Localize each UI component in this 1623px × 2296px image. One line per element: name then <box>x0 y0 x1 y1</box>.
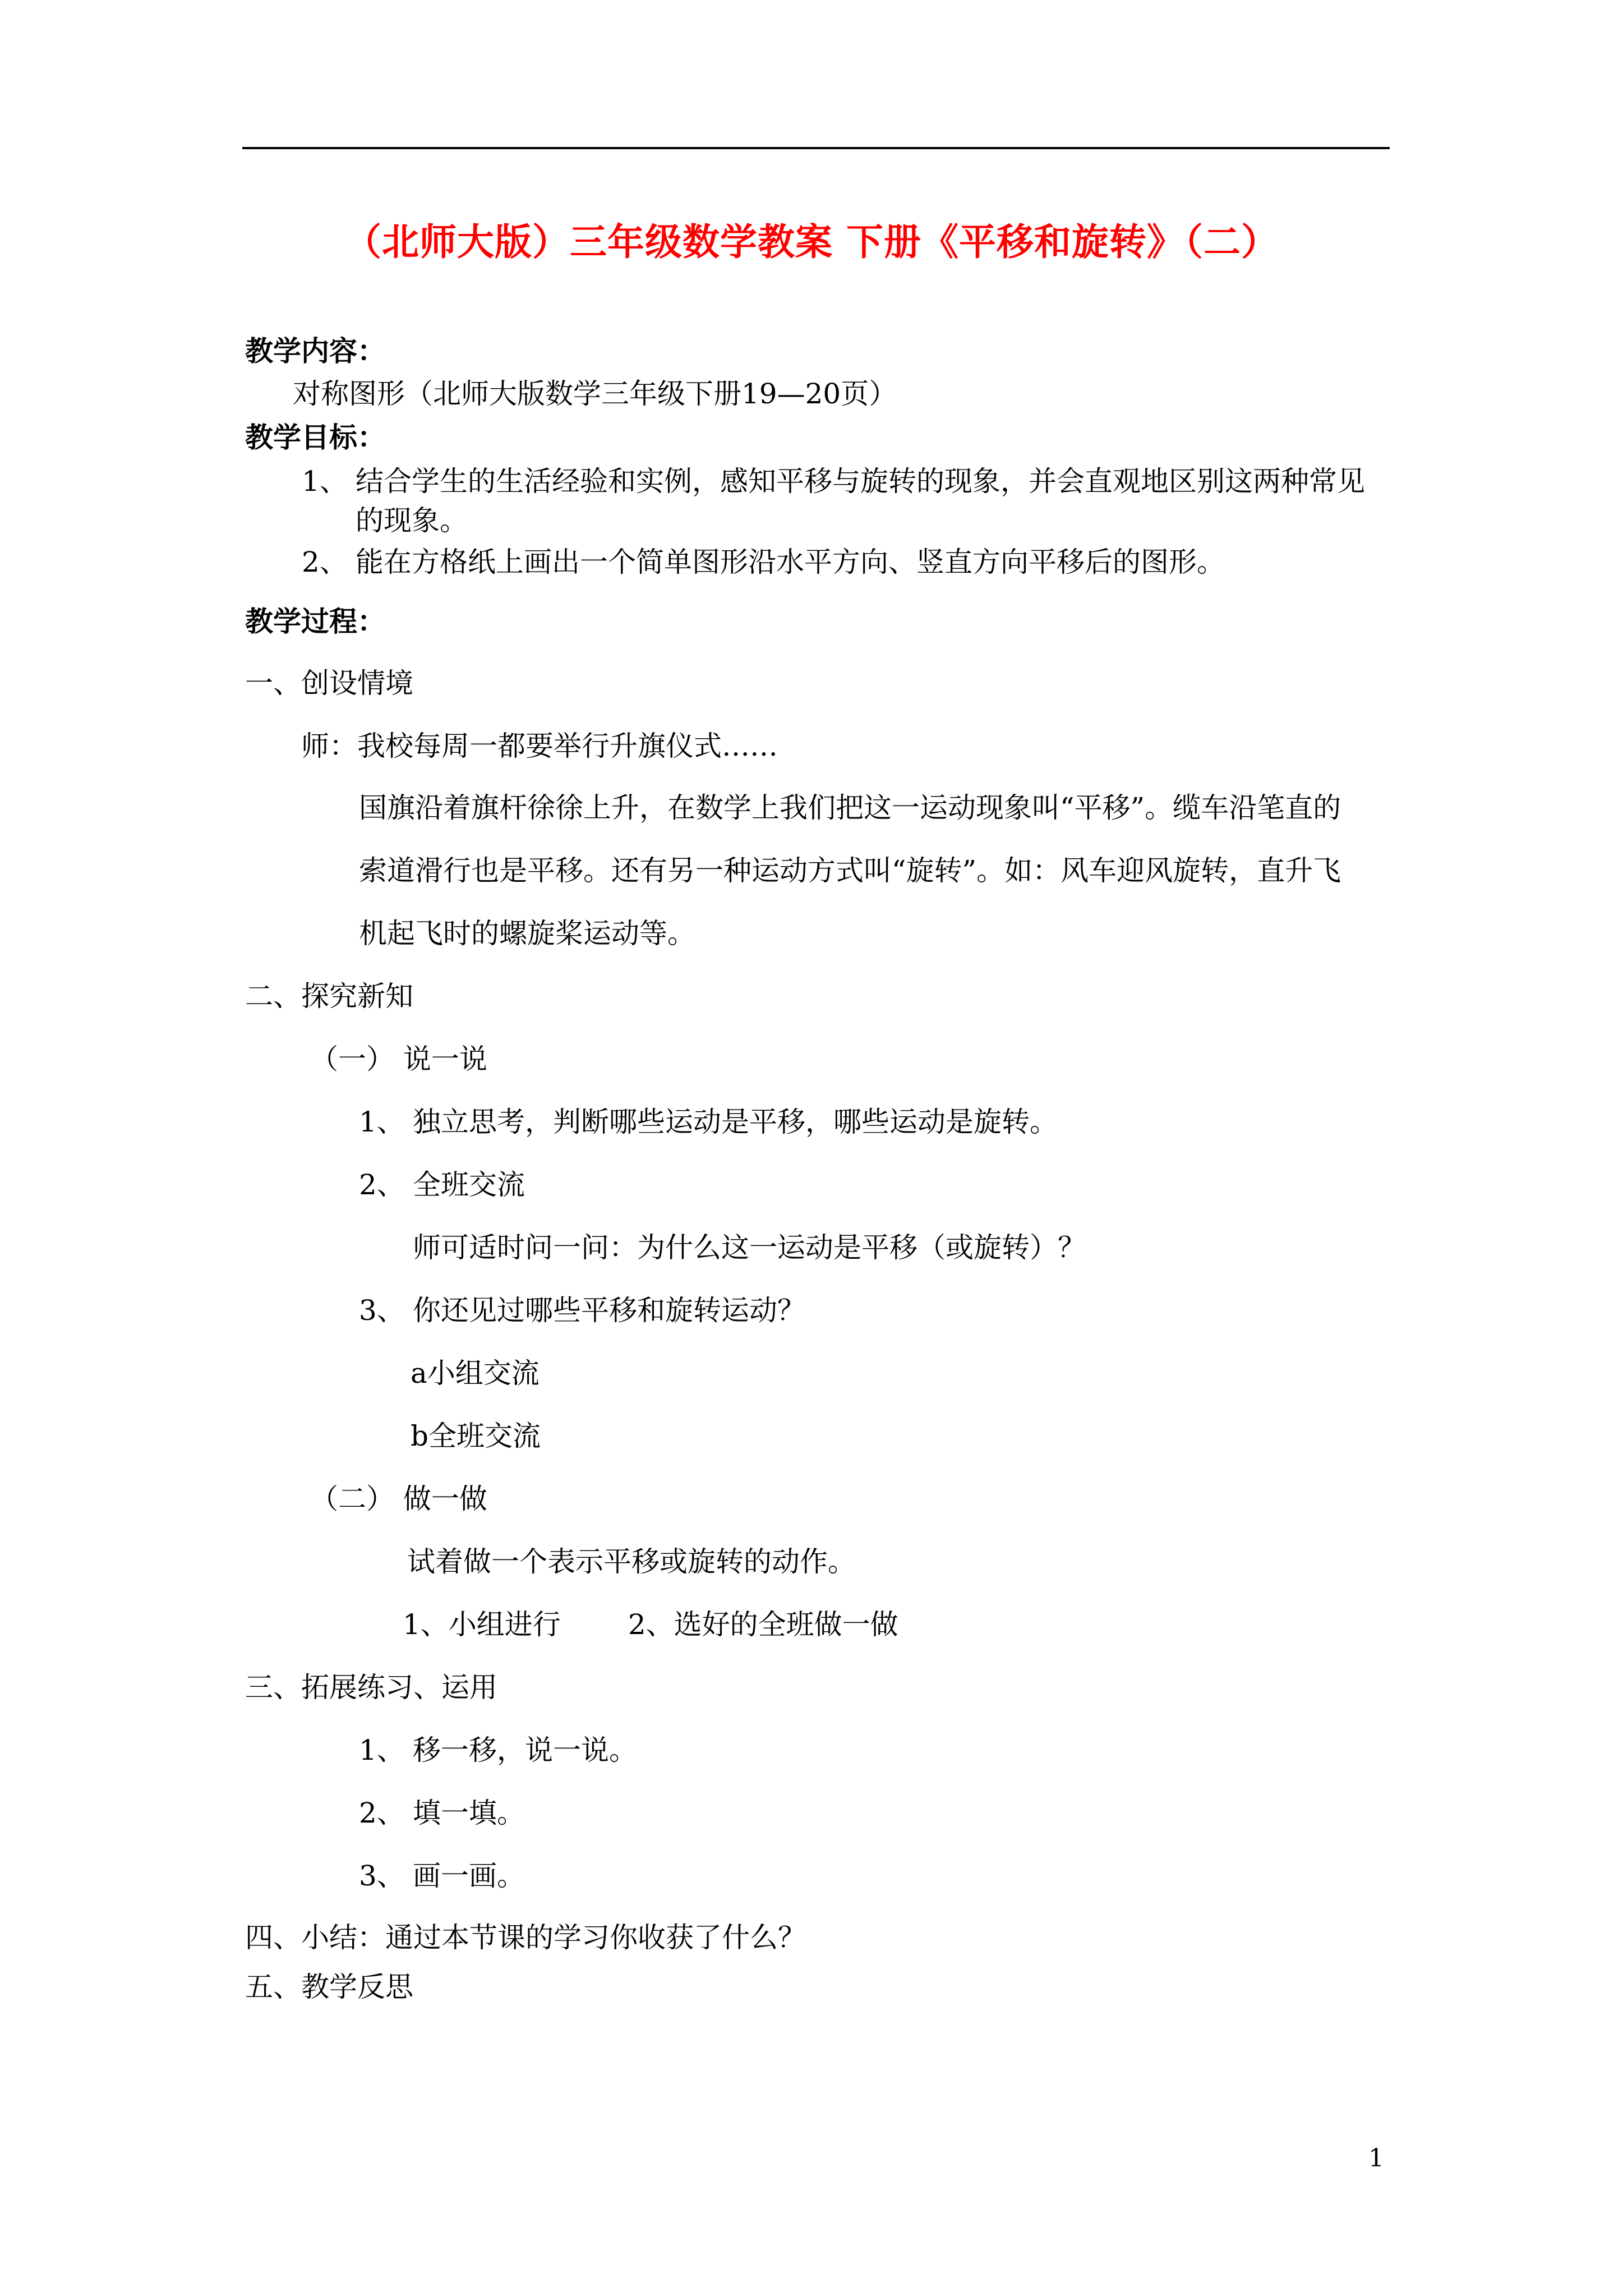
section-4-summary: 四、小结：通过本节课的学习你收获了什么？ <box>245 1921 806 1954</box>
process-label: 教学过程： <box>245 605 385 638</box>
header-rule <box>242 147 1390 149</box>
paragraph-line: 机起飞时的螺旋桨运动等。 <box>359 917 695 950</box>
list-item <box>359 1858 525 1894</box>
section-3-heading: 三、拓展练习、运用 <box>245 1671 497 1704</box>
list-item-text: 全班交流 <box>413 1168 525 1201</box>
list-item-text: 独立思考，判断哪些运动是平移，哪些运动是旋转。 <box>413 1106 1058 1138</box>
goal-number: 2、 <box>302 546 348 578</box>
document-title: （北师大版）三年级数学教案 下册《平移和旋转》（二） <box>344 220 1279 264</box>
activity-steps <box>403 1607 898 1642</box>
section-5-heading: 五、教学反思 <box>245 1971 413 2003</box>
goal-item <box>302 463 1365 499</box>
list-item-number: 2、 <box>359 1168 405 1201</box>
goal-text: 结合学生的生活经验和实例，感知平移与旋转的现象，并会直观地区别这两种常见 <box>356 465 1365 498</box>
section-1-heading: 一、创设情境 <box>245 667 413 700</box>
list-item-number: 1、 <box>359 1106 405 1138</box>
list-item <box>359 1292 805 1328</box>
sub-item: b全班交流 <box>411 1420 541 1452</box>
list-item-number: 2、 <box>359 1797 405 1829</box>
instruction-text: 试着做一个表示平移或旋转的动作。 <box>407 1545 856 1578</box>
goal-text-continued: 的现象。 <box>356 504 468 537</box>
goal-number: 1、 <box>302 465 348 498</box>
list-item-text: 你还见过哪些平移和旋转运动？ <box>413 1294 805 1327</box>
content-text: 对称图形（北师大版数学三年级下册19—20页） <box>293 378 897 410</box>
paragraph-line: 国旗沿着旗杆徐徐上升，在数学上我们把这一运动现象叫“平移”。缆车沿笔直的 <box>359 792 1341 824</box>
content-label: 教学内容： <box>245 334 385 367</box>
list-item-number: 1、 <box>359 1734 405 1766</box>
section-2-heading: 二、探究新知 <box>245 980 413 1013</box>
list-item-text: 画一画。 <box>413 1860 525 1892</box>
list-item <box>359 1167 525 1203</box>
list-item <box>359 1104 1058 1140</box>
sub-item: a小组交流 <box>411 1357 540 1389</box>
list-item <box>359 1732 637 1768</box>
list-item-number: 3、 <box>359 1860 405 1892</box>
subsection-heading: （一） 说一说 <box>310 1043 487 1075</box>
page-number: 1 <box>1368 2144 1384 2173</box>
list-item-text: 移一移，说一说。 <box>413 1734 637 1766</box>
goals-label: 教学目标： <box>245 421 385 454</box>
subsection-heading: （二） 做一做 <box>310 1483 487 1515</box>
list-item-text: 填一填。 <box>413 1797 525 1829</box>
goal-item <box>302 544 1225 580</box>
paragraph-line: 索道滑行也是平移。还有另一种运动方式叫“旋转”。如：风车迎风旋转，直升飞 <box>359 854 1341 887</box>
goal-text: 能在方格纸上画出一个简单图形沿水平方向、竖直方向平移后的图形。 <box>356 546 1225 578</box>
activity-step: 1、小组进行 <box>403 1608 561 1641</box>
list-item-number: 3、 <box>359 1294 405 1327</box>
activity-step: 2、选好的全班做一做 <box>628 1608 898 1641</box>
teacher-line: 师：我校每周一都要举行升旗仪式…… <box>301 730 778 762</box>
list-item <box>359 1795 525 1831</box>
list-item-note: 师可适时问一问：为什么这一运动是平移（或旋转）？ <box>413 1231 1086 1264</box>
